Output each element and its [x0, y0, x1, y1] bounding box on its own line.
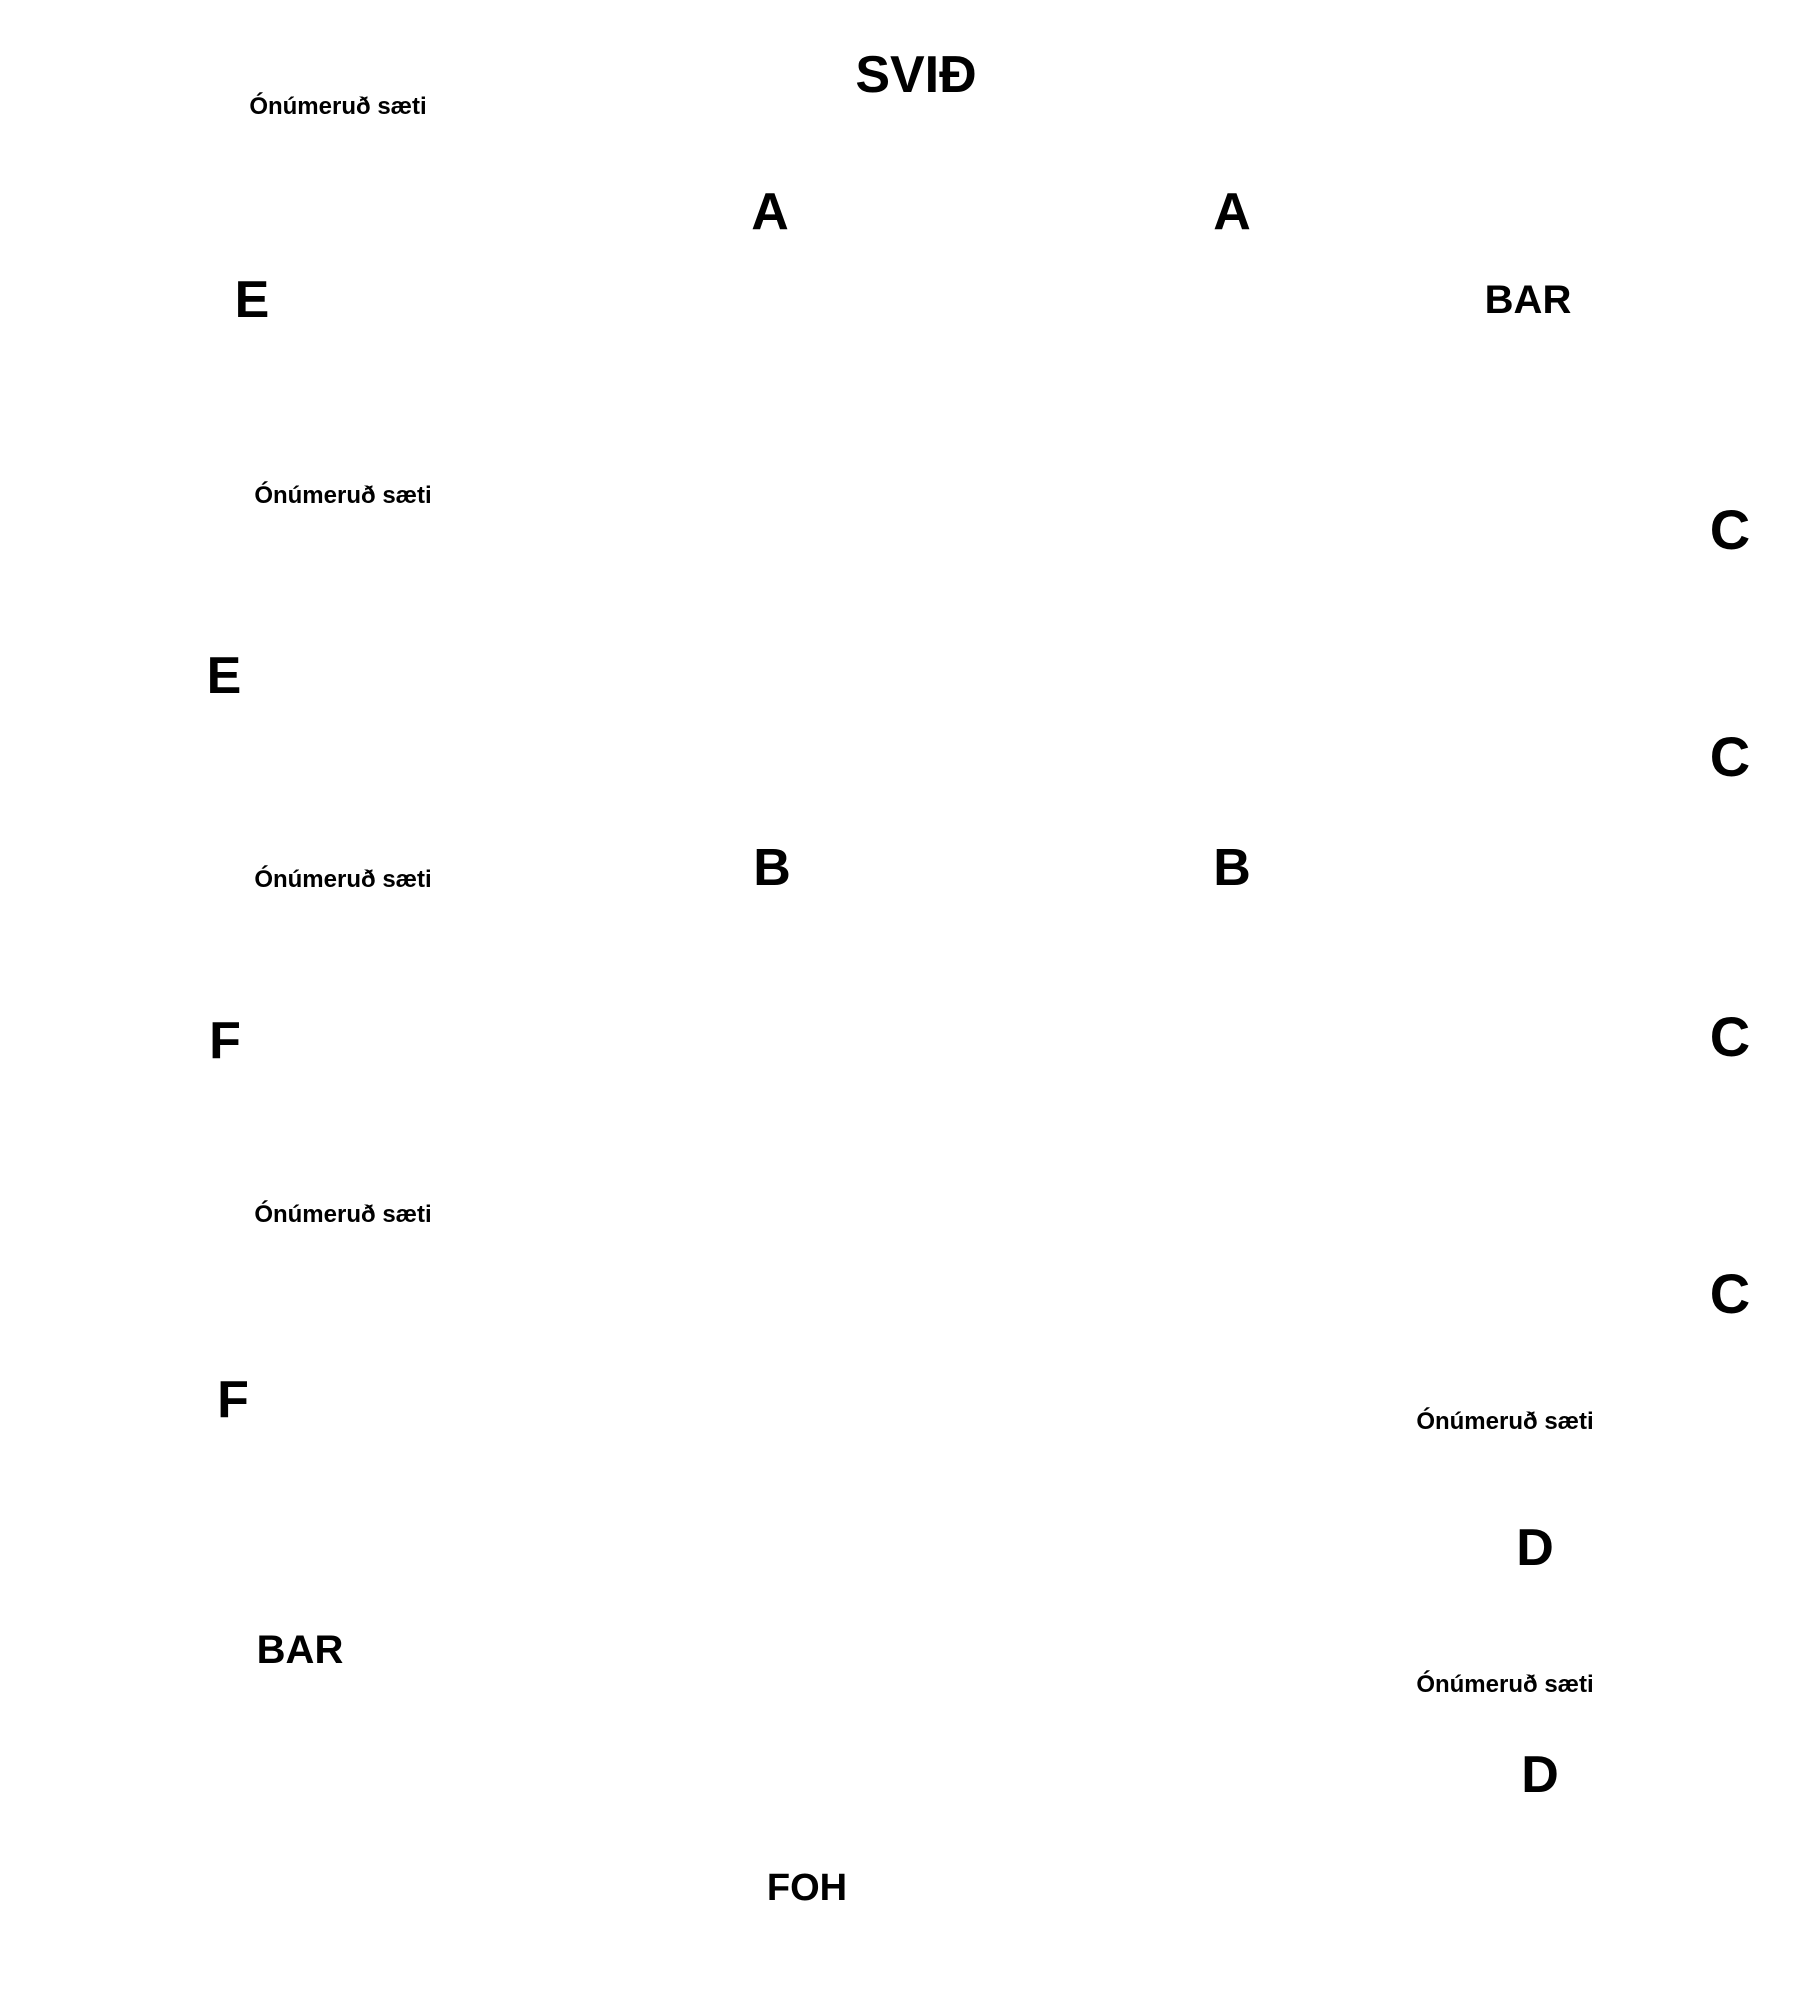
section-c-label-3: C: [1709, 1005, 1751, 1068]
section-e-label-2: E: [206, 647, 242, 705]
unnumbered-seats-label-left-4: Ónúmeruð sæti: [254, 1201, 432, 1228]
section-d-label-2: D: [1521, 1746, 1559, 1804]
section-f-label-2: F: [217, 1371, 249, 1429]
section-a-header-right: A: [1213, 183, 1251, 241]
unnumbered-seats-label-top: Ónúmeruð sæti: [249, 93, 427, 120]
unnumbered-seats-label-right-1: Ónúmeruð sæti: [1416, 1408, 1594, 1435]
unnumbered-seats-label-right-2: Ónúmeruð sæti: [1416, 1671, 1594, 1698]
section-c-label-2: C: [1709, 725, 1751, 788]
stage-title: SVIÐ: [855, 46, 977, 104]
section-c-label-1: C: [1709, 498, 1751, 561]
section-c-label-4: C: [1709, 1262, 1751, 1325]
unnumbered-seats-label-left-3: Ónúmeruð sæti: [254, 866, 432, 893]
section-b-header-left: B: [753, 839, 791, 897]
section-b-header-right: B: [1213, 839, 1251, 897]
section-d-label-1: D: [1516, 1519, 1554, 1577]
bar-label-left: BAR: [256, 1628, 344, 1672]
foh-label: FOH: [766, 1867, 848, 1909]
unnumbered-seats-label-left-2: Ónúmeruð sæti: [254, 482, 432, 509]
bar-label-right: BAR: [1484, 278, 1572, 322]
section-a-header-left: A: [751, 183, 789, 241]
section-f-label-1: F: [209, 1012, 241, 1070]
section-e-label-1: E: [234, 271, 270, 329]
